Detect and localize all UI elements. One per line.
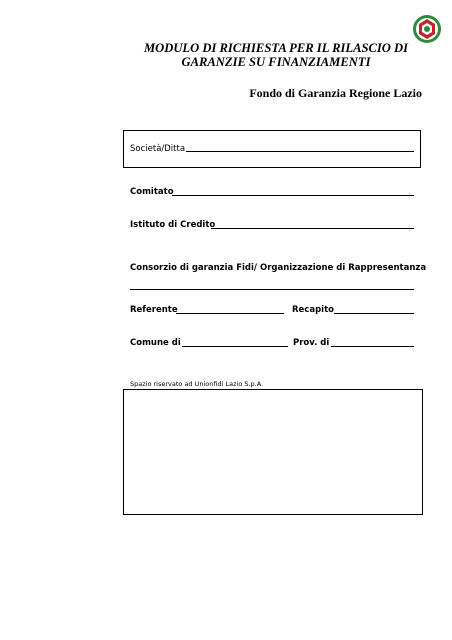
recapito-label: Recapito: [292, 305, 334, 315]
referente-label: Referente: [130, 305, 178, 315]
referente-field[interactable]: [176, 313, 284, 314]
regione-lazio-logo-icon: [412, 14, 442, 44]
page-title: MODULO DI RICHIESTA PER IL RILASCIO DI GARANZIE SU FINANZIAMENTI: [143, 41, 409, 69]
societa-field[interactable]: [186, 151, 414, 152]
consorzio-field[interactable]: [130, 289, 414, 290]
prov-label: Prov. di: [293, 338, 330, 348]
comune-field[interactable]: [182, 346, 288, 347]
reserved-space-box: [123, 389, 423, 515]
istituto-field[interactable]: [211, 228, 414, 229]
comitato-field[interactable]: [172, 195, 414, 196]
istituto-label: Istituto di Credito: [130, 220, 216, 230]
consorzio-label: Consorzio di garanzia Fidi/ Organizzazione di Rappresentanza: [130, 263, 427, 273]
societa-label: Società/Ditta: [130, 144, 186, 154]
recapito-field[interactable]: [334, 313, 414, 314]
comitato-label: Comitato: [130, 187, 174, 197]
reserved-space-label: Spazio riservato ad Unionfidi Lazio S.p.A.: [130, 380, 264, 388]
comune-label: Comune di: [130, 338, 181, 348]
prov-field[interactable]: [331, 346, 414, 347]
fund-name: Fondo di Garanzia Regione Lazio: [249, 86, 422, 100]
